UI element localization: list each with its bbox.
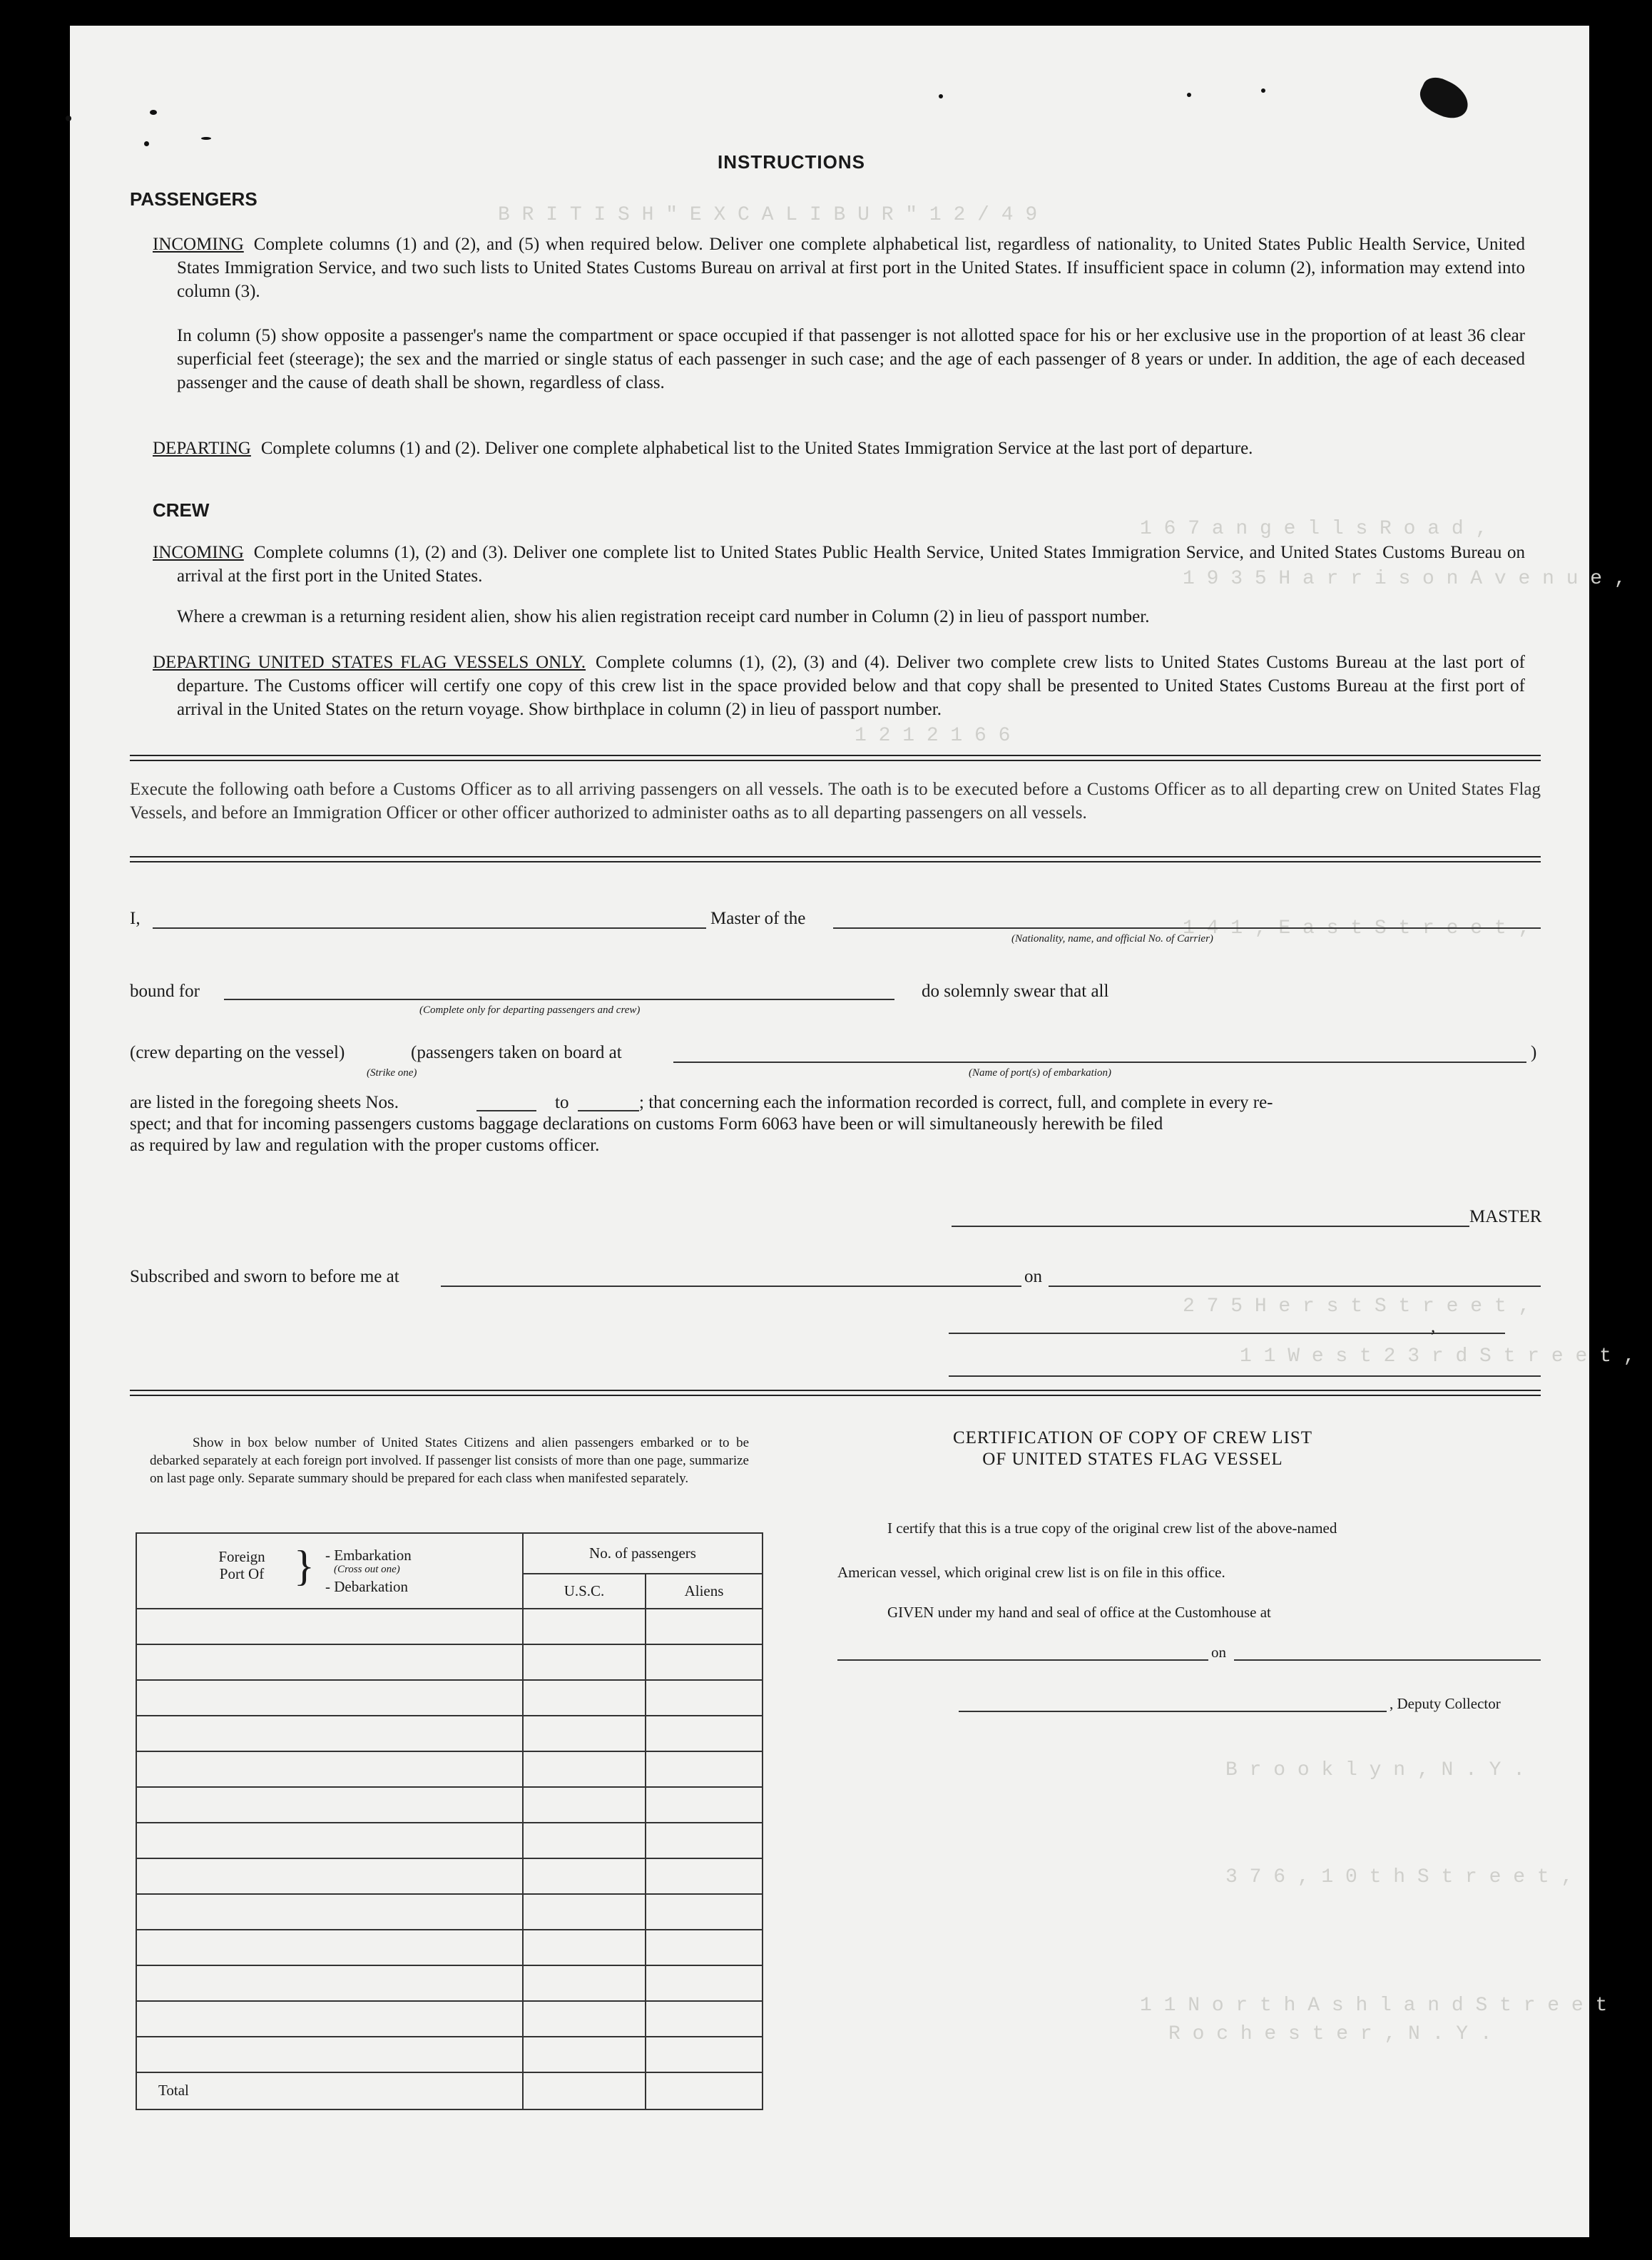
passengers-incoming-text: Complete columns (1) and (2), and (5) when required below. Deliver one complete alphabetical list, regardless of nationality, to United States Public Health Service, United States Immigration Service, and two such lists to United States Customs Bureau on arrival at first port in the United States. If insufficient space in column (2), information may extend into column (3). [177,235,1525,301]
crew-departing-block [153,651,1525,721]
on-label: on [1024,1267,1042,1286]
port-cell[interactable] [136,1751,523,1787]
usc-header: U.S.C. [523,1574,646,1609]
close-paren: ) [1531,1043,1537,1062]
usc-cell[interactable] [523,1965,646,2001]
bleed-through-text: R o c h e s t e r , N . Y . [1168,2023,1492,2045]
ports-caption: (Name of port(s) of embarkation) [969,1067,1111,1079]
port-cell[interactable] [136,1787,523,1823]
subscribed-label: Subscribed and sworn to before me at [130,1267,399,1286]
swear-text: do solemnly swear that all [922,982,1109,1001]
listed-text-end: ; that concerning each the information recorded is correct, full, and complete in every re- [639,1093,1273,1112]
cert-date-field[interactable] [1234,1659,1541,1661]
certify-text: I certify that this is a true copy of the original crew list of the above-named [887,1520,1337,1537]
usc-cell[interactable] [523,1716,646,1751]
port-cell[interactable] [136,1858,523,1894]
oath-line-2: spect; and that for incoming passengers customs baggage declarations on customs Form 6063 have been or will simultaneously herewith be filed [130,1114,1163,1134]
master-of-the-label: Master of the [710,909,806,928]
departing-lead: DEPARTING [153,439,251,458]
master-name-field[interactable] [153,927,706,929]
summary-intro: Show in box below number of United States Citizens and alien passengers embarked or to be debarked separately at each foreign port involved. If passenger list consists of more than one page, summarize on last page only. Separate summary should be prepared for each class when manifested separately. [150,1435,749,1486]
divider [130,755,1541,761]
aliens-cell[interactable] [646,1858,763,1894]
certification-title-2: OF UNITED STATES FLAG VESSEL [982,1450,1283,1469]
aliens-cell[interactable] [646,1644,763,1680]
strike-one-caption: (Strike one) [367,1067,417,1079]
usc-cell[interactable] [523,1787,646,1823]
listed-text-start: are listed in the foregoing sheets Nos. [130,1093,399,1112]
port-cell[interactable] [136,1965,523,2001]
crew-departing-option: (crew departing on the vessel) [130,1043,345,1062]
bound-for-caption: (Complete only for departing passengers and crew) [419,1004,641,1016]
port-cell[interactable] [136,1894,523,1930]
total-usc-cell[interactable] [523,2072,646,2109]
crew-alien-text: Where a crewman is a returning resident alien, show his alien registration receipt card number in Column (2) in lieu of passport number. [177,607,1150,626]
bleed-through-text: B r o o k l y n , N . Y . [1225,1759,1526,1781]
usc-cell[interactable] [523,2037,646,2072]
passengers-column5-text: In column (5) show opposite a passenger's name the compartment or space occupied if that passenger is not allotted space for his or her exclusive use in the proportion of at least 36 clear superficial feet (steerage); the sex and the married or single status of each passenger in such case; and the age of each passenger of 8 years or under. In addition, the age of each deceased passenger and the cause of death shall be shown, regardless of class. [177,326,1525,392]
port-header-cell [136,1533,523,1609]
port-cell[interactable] [136,2001,523,2037]
no-of-passengers-header: No. of passengers [523,1533,763,1574]
usc-cell[interactable] [523,1644,646,1680]
scan-speck [201,137,211,140]
bleed-through-text: 3 7 6 , 1 0 t h S t r e e t , [1225,1866,1574,1888]
deputy-collector-label: , Deputy Collector [1390,1695,1501,1712]
master-signature-field[interactable] [952,1226,1469,1227]
sworn-place-field[interactable] [441,1286,1021,1287]
usc-cell[interactable] [523,1751,646,1787]
usc-cell[interactable] [523,1823,646,1858]
given-text: GIVEN under my hand and seal of office at the Customhouse at [887,1604,1271,1621]
scan-speck [1261,88,1265,93]
nationality-caption: (Nationality, name, and official No. of Carrier) [1011,933,1213,945]
oath-line-3: as required by law and regulation with the proper customs officer. [130,1136,600,1155]
usc-cell[interactable] [523,2001,646,2037]
total-cell [136,2072,523,2109]
ports-field[interactable] [673,1062,1526,1063]
aliens-cell[interactable] [646,1680,763,1716]
master-label: MASTER [1469,1207,1542,1226]
passengers-incoming-block [153,233,1525,303]
aliens-cell[interactable] [646,1787,763,1823]
port-cell[interactable] [136,1823,523,1858]
aliens-cell[interactable] [646,1965,763,2001]
sworn-date-field[interactable] [1049,1286,1541,1287]
bleed-through-text: 1 9 3 5 H a r r i s o n A v e n u e , [1183,568,1626,590]
passengers-taken-option: (passengers taken on board at [411,1043,622,1062]
bleed-through-text: 1 6 7 a n g e l l s R o a d , [1140,518,1488,540]
bleed-through-text: 1 4 1 , E a s t S t r e e t , [1183,917,1531,940]
aliens-cell[interactable] [646,1894,763,1930]
port-cell[interactable] [136,1930,523,1965]
divider [130,1390,1541,1396]
sheet-to-field[interactable] [578,1110,639,1111]
passenger-summary-table [136,1532,763,2110]
incoming-lead: INCOMING [153,235,244,254]
aliens-cell[interactable] [646,1823,763,1858]
form-page [70,26,1636,2237]
departing-flag-lead: DEPARTING UNITED STATES FLAG VESSELS ONLY. [153,653,586,672]
bleed-through-text: B R I T I S H " E X C A L I B U R " 1 2 / 4 9 [498,204,1038,226]
port-cell[interactable] [136,2037,523,2072]
divider [130,856,1541,862]
crew-incoming-text: Complete columns (1), (2) and (3). Deliver one complete list to United States Public Health Service, United States Immigration Service, and United States Customs Bureau on arrival at the first port in the United States. [177,543,1525,586]
cert-on-label: on [1211,1644,1226,1661]
aliens-cell[interactable] [646,2037,763,2072]
page-title: INSTRUCTIONS [718,151,865,173]
crew-heading: CREW [153,499,210,521]
bound-for-label: bound for [130,982,200,1001]
bleed-through-text: 1 1 W e s t 2 3 r d S t r e e t , [1240,1345,1636,1368]
scan-speck [66,116,71,121]
bleed-through-text: 2 7 5 H e r s t S t r e e t , [1183,1296,1531,1318]
officer-title-field[interactable] [949,1375,1541,1377]
aliens-cell[interactable] [646,1751,763,1787]
scan-speck [1187,93,1191,97]
debarkation-label: - Debarkation [325,1578,409,1596]
usc-cell[interactable] [523,1609,646,1644]
officer-signature-field[interactable] [949,1333,1505,1334]
usc-cell[interactable] [523,1930,646,1965]
total-aliens-cell[interactable] [646,2072,763,2109]
passengers-departing-text: Complete columns (1) and (2). Deliver one complete alphabetical list to the United States Immigration Service at the last port of departure. [260,439,1253,458]
customhouse-field[interactable] [837,1659,1208,1661]
aliens-header: Aliens [646,1574,763,1609]
bleed-through-text: 1 2 1 2 1 6 6 [855,725,1011,747]
usc-cell[interactable] [523,1894,646,1930]
port-cell[interactable] [136,1609,523,1644]
port-cell[interactable] [136,1716,523,1751]
aliens-cell[interactable] [646,1609,763,1644]
total-label: Total [158,2082,189,2099]
port-cell[interactable] [136,1644,523,1680]
scan-speck [939,94,943,98]
scan-speck [150,110,157,115]
to-label: to [555,1093,569,1112]
embarkation-label: - Embarkation [325,1547,412,1564]
oath-i-label: I, [130,909,141,928]
bound-for-field[interactable] [224,999,894,1000]
scan-speck [144,141,149,146]
passengers-heading: PASSENGERS [130,188,258,210]
sheet-from-field[interactable] [476,1110,536,1111]
deputy-collector-signature[interactable] [959,1711,1387,1712]
certification-title-1: CERTIFICATION OF COPY OF CREW LIST [952,1428,1313,1447]
crew-departing-text: Complete columns (1), (2), (3) and (4). Deliver two complete crew lists to United States Customs Bureau at the last port of departure. The Customs officer will certify one copy of this crew list in the space provided below and that copy shall be presented to United States Customs Bureau at the first port of arrival in the United States on the return voyage. Show birthplace in column (2) in lieu of passport number. [177,653,1525,719]
aliens-cell[interactable] [646,2001,763,2037]
usc-cell[interactable] [523,1858,646,1894]
oath-intro: Execute the following oath before a Customs Officer as to all arriving passengers on all vessels. The oath is to be executed before a Customs Officer as to all departing crew on United States Flag Vessels, and before an Immigration Officer or other officer authorized to administer oaths as to all departing passengers on all vessels. [130,780,1541,823]
passengers-departing-block [153,437,1525,460]
officer-comma: , [1431,1317,1436,1336]
aliens-cell[interactable] [646,1930,763,1965]
carrier-field[interactable] [833,927,1541,929]
aliens-cell[interactable] [646,1716,763,1751]
bracket-glyph: } [294,1542,315,1590]
american-vessel-text: American vessel, which original crew list is on file in this office. [837,1564,1225,1581]
usc-cell[interactable] [523,1680,646,1716]
bleed-through-text: 1 1 N o r t h A s h l a n d S t r e e t [1140,1995,1608,2017]
foreign-port-of-label: Foreign Port Of [218,1548,265,1583]
incoming-lead: INCOMING [153,543,244,562]
cross-out-caption: (Cross out one) [334,1564,400,1576]
scan-speck [1414,72,1474,124]
crew-incoming-block [153,541,1525,588]
port-cell[interactable] [136,1680,523,1716]
